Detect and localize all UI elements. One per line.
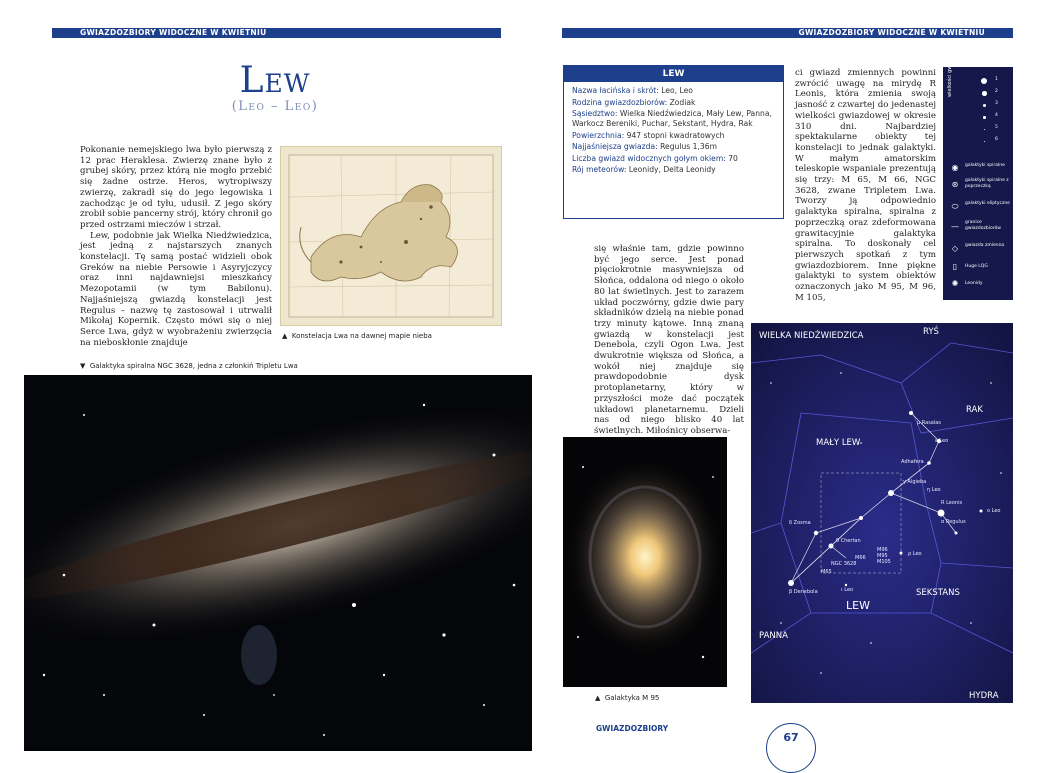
infobox-value: Wielka Niedźwiedzica, Mały Lew, Panna, Warkocz Bereniki, Puchar, Sekstant, Hydra, Rak xyxy=(572,109,772,128)
page-number: 67 xyxy=(766,723,816,773)
elliptical-galaxy-icon: ⬭ xyxy=(951,202,959,211)
infobox-value: 947 stopni kwadratowych xyxy=(626,130,725,140)
legend-item: gwiazda zmienna xyxy=(965,243,1005,248)
barred-spiral-galaxy-icon: ⊛ xyxy=(951,180,959,189)
middle-column-text: się właśnie tam, gdzie powinno być jego serce. Jest ponad pięciokrotnie masywniejsza od Słońca, oddalona od niego o około 80 lat świetlnych. Jest to zarazem układ poczwórny, gdzie dwie pary składników dzielą na niebie ponad trzy minuty kątowe. Inną znaną gwiazdą w konstelacji jest Denebola, czyli Ogon Lwa. Jest dwukrotnie większa od Słońca, a wokół niej znajduje się prawdopodobnie dysk protoplanetarny, który w przyszłości może dać początek układowi planetarnemu. Dzieli nas od niego blisko 40 lat świetlnych. Miłośnicy obserwa- xyxy=(594,244,744,436)
infobox-row xyxy=(572,109,775,129)
infobox-key: Rodzina gwiazdozbiorów: xyxy=(572,97,668,107)
region-label: HYDRA xyxy=(969,691,999,701)
magnitude-dot xyxy=(982,91,987,96)
constellation-subtitle: (Leo – Leo) xyxy=(231,99,319,114)
triangle-up-icon: ▲ xyxy=(595,694,601,702)
star-label: M105 xyxy=(877,559,891,565)
old-map-caption-text: Konstelacja Lwa na dawnej mapie nieba xyxy=(291,332,432,340)
boundary-line-icon: — xyxy=(951,222,959,231)
legend-item: Huge LQG xyxy=(965,264,988,269)
constellation-title: Lew xyxy=(239,60,311,101)
infobox-key: Rój meteorów: xyxy=(572,165,627,174)
region-label: PANNA xyxy=(759,631,788,641)
star-label: ρ Leo xyxy=(908,551,922,557)
infobox-value: Regulus 1,36m xyxy=(660,142,717,151)
infobox-key: Powierzchnia: xyxy=(572,130,625,140)
infobox-value: Leo, Leo xyxy=(661,86,693,95)
infobox-value: Leonidy, Delta Leonidy xyxy=(628,165,716,174)
star-label: Adhafera xyxy=(901,459,924,465)
spiral-galaxy-icon: ◉ xyxy=(951,163,959,172)
star-label: NGC 3628 xyxy=(831,561,857,567)
star-label: δ Zosma xyxy=(789,520,811,526)
star-label: η Leo xyxy=(927,487,941,493)
infobox-row xyxy=(572,86,775,96)
right-header-bar xyxy=(562,28,1013,38)
legend-item: granice gwiazdozbiorów xyxy=(965,220,1001,231)
region-label: SEKSTANS xyxy=(916,588,960,598)
left-body-text xyxy=(80,145,272,348)
infobox-row xyxy=(572,165,775,175)
infobox-row xyxy=(572,131,775,141)
star-label: ι Leo xyxy=(841,587,854,593)
huge-lqg-icon: ▯ xyxy=(952,262,958,271)
infobox xyxy=(563,65,784,219)
star-label: R Leonis xyxy=(941,500,963,506)
infobox-key: Nazwa łacińska i skrót: xyxy=(572,86,659,95)
left-header-bar xyxy=(52,28,501,38)
star-label: θ Chertan xyxy=(836,538,861,544)
infobox-row xyxy=(572,98,775,108)
paragraph-2: Lew, podobnie jak Wielka Niedźwiedzica, jest jedną z najstarszych znanych konstelacji. Tę samą postać widzieli obok Greków na niebie Persowie i Asyryjczycy oraz inni najdawniejsi mieszkańcy Mezopotamii (w tym Babilonu). Najjaśniejszą gwiazdą konstelacji jest Regulus – nazwę tę zastosował i utrwalił Mikołaj Kopernik. Często mówi się o niej Serce Lwa, gdyż w wyobrażeniu zwierzęcia na nieboskłonie znajduje xyxy=(80,230,272,348)
infobox-key: Liczba gwiazd widocznych gołym okiem: xyxy=(572,153,726,163)
star-label: M95 xyxy=(877,553,888,559)
region-label: LEW xyxy=(846,599,870,612)
right-column-text: ci gwiazd zmiennych powinni zwrócić uwagę na mirydę R Leonis, która zmienia swoją jasność z czwartej do jedenastej wielkości gwiazdowej w okresie 310 dni. Najbardziej spektakularne obiekty tej konstelacji to jednak galaktyki. W małym amatorskim teleskopie wspaniale prezentują się trzy: M 65, M 66, NGC 3628, zwane Tripletem Lwa. Tworzy ją odpowiednio galaktyka spiralna, spiralna z poprzeczką oraz zdeformowana grawitacyjnie galaktyka spiralna. To doskonały cel pierwszych spotkań z tym gwiazdozbiorem. Inne piękne galaktyki to system obiektów oznaczonych jako M 95, M 96, M 105, xyxy=(795,68,936,303)
region-label: RAK xyxy=(966,405,983,415)
legend-item: galaktyki eliptyczne xyxy=(965,201,1010,206)
galaxy-m95-image xyxy=(563,437,727,687)
star-label: M66 xyxy=(855,555,866,561)
old-map-caption xyxy=(282,332,432,340)
magnitude-dot xyxy=(981,78,987,84)
right-header-title: GWIAZDOZBIORY WIDOCZNE W KWIETNIU xyxy=(798,28,985,37)
legend-item: Leonidy xyxy=(965,281,983,286)
infobox-value: Zodiak xyxy=(669,97,696,107)
left-header-title: GWIAZDOZBIORY WIDOCZNE W KWIETNIU xyxy=(80,28,267,37)
old-star-map-image xyxy=(280,146,502,326)
magnitude-dot xyxy=(983,104,987,108)
star-label: ο Leo xyxy=(987,508,1001,514)
infobox-key: Sąsiedztwo: xyxy=(572,109,618,118)
region-label: MAŁY LEW xyxy=(816,438,861,448)
map-legend xyxy=(943,45,1013,300)
region-label: WIELKA NIEDŹWIEDZICA xyxy=(759,331,864,341)
m95-caption-text: Galaktyka M 95 xyxy=(604,694,660,702)
ngc-caption-text: Galaktyka spiralna NGC 3628, jedna z członkiń Tripletu Lwa xyxy=(89,362,298,370)
star-label: μ Rasalas xyxy=(917,420,941,426)
star-label: α Regulus xyxy=(941,519,966,525)
star-chart xyxy=(751,323,1013,703)
paragraph-1: Pokonanie nemejskiego lwa było pierwszą z 12 prac Heraklesa. Zwierzę znane było z grubej skóry, przez którą nie mogło przebić się żadne ostrze. Heros, wytropiwszy zwierzę, zakradł się do jego legowiska i zachodząc je od tyłu, udusił. Z jego skóry zrobił sobie pancerny strój, który chronił go przed ostrzami mieczów i strzał. xyxy=(80,145,272,230)
star-label: M96 xyxy=(877,547,888,553)
magnitude-label: 2 xyxy=(995,89,998,94)
infobox-header: LEW xyxy=(564,66,783,82)
star-label: ε Leo xyxy=(935,438,949,444)
triangle-up-icon: ▲ xyxy=(282,332,288,340)
infobox-row xyxy=(572,154,775,164)
magnitude-dot xyxy=(984,141,985,142)
legend-item: galaktyki spiralne xyxy=(965,163,1005,168)
star-label: β Denebola xyxy=(789,589,818,595)
m95-caption xyxy=(595,694,659,702)
magnitude-label: 6 xyxy=(995,137,998,142)
galaxy-ngc3628-image xyxy=(24,375,532,751)
triangle-down-icon: ▼ xyxy=(80,362,86,370)
infobox-row xyxy=(572,142,775,152)
infobox-value: 70 xyxy=(728,153,738,163)
region-label: RYŚ xyxy=(923,327,939,337)
magnitude-label: 4 xyxy=(995,113,998,118)
variable-star-icon: ◇ xyxy=(951,244,959,253)
magnitude-label: 3 xyxy=(995,101,998,106)
legend-title: wielkości gwiazdowe xyxy=(947,45,953,97)
footer-section-label: GWIAZDOZBIORY xyxy=(596,724,669,733)
magnitude-label: 1 xyxy=(995,77,998,82)
meteor-radiant-icon: ✺ xyxy=(951,279,959,288)
magnitude-dot xyxy=(984,129,986,131)
infobox-key: Najjaśniejsza gwiazda: xyxy=(572,142,658,151)
legend-item: galaktyki spiralne z poprzeczką xyxy=(965,178,1009,189)
magnitude-dot xyxy=(983,116,986,119)
ngc-caption xyxy=(80,362,298,370)
magnitude-label: 5 xyxy=(995,125,998,130)
star-label: γ Algieba xyxy=(903,479,927,485)
star-label: M65 xyxy=(821,569,832,575)
